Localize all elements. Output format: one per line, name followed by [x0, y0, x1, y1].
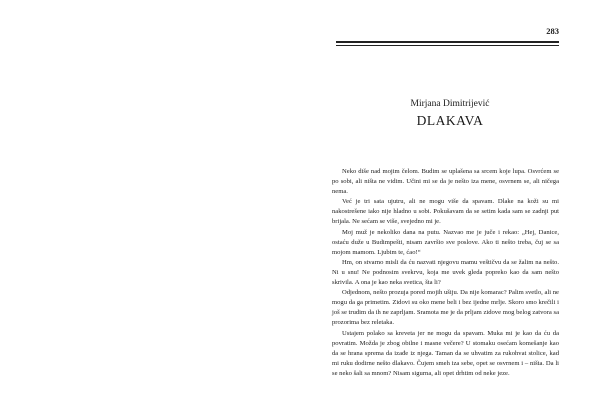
- page-number: 283: [546, 26, 559, 36]
- story-title: DLAKAVA: [416, 113, 484, 128]
- paragraph: Neko diše nad mojim čelom. Budim se uplašena sa srcem koje lupa. Osvrćem se po sobi, ali ništa ne vidim. Učini mi se da je nešto iza mene, osvrnem se, ali ničega nema.: [332, 168, 559, 196]
- paragraph: Već je tri sata ujutru, ali ne mogu više da spavam. Dlake na koži su mi nakostrešene iako nije hladno u sobi. Pokušavam da se setim kada sam se zadnji put brijala. Ne sećam se više, svejedno mi je.: [332, 198, 559, 226]
- paragraph: Odjednom, nešto prozuja pored mojih ušiju. Da nije komarac? Palim svetlo, ali ne mogu da ga primetim. Zidovi su oko mene beli i bez ijedne mrlje. Skoro smo krečili i još se trudim da ih ne zaprljam. Sramota me je da prljam zidove mog belog zatvora sa prozorima bez reletaka.: [332, 289, 559, 327]
- header-rule-thick: [336, 41, 559, 43]
- story-body: [332, 167, 559, 379]
- paragraph: Hm, on stvarno misli da ću nazvati njegovu mamu veštičvu da se žalim na nešto. Ni u snu! Ne podnosim svekrvu, koja me uvek gleda popreko kao da sam nešto skrivila. A ona je kao neka svetica, šta li?: [332, 258, 559, 287]
- paragraph: Moj muž je nekoliko dana na putu. Nazvao me je juče i rekao: „Hej, Danice, ostaću duže u Budimpešti, nisam završio sve poslove. Ako ti nešto treba, čuj se sa mojom mamom. Ljubim te, ćao!“: [332, 228, 559, 256]
- paragraph: Ustajem polako sa kreveta jer ne mogu da spavam. Muka mi je kao da ću da povratim. Možda je zbog obilne i masne večere? U stomaku osećam komešanje kao da se hrana sprema da izađe iz njega. Taman da se uhvatim za rukohvat stolice, kad mi ruku dodirne nešto dlakavo. Čujem smeh iza sebe, opet se osvrnem i – ništa. Da li se neko šali sa mnom? Nisam sigurna, ali opet drhtim od neke jeze.: [332, 329, 559, 377]
- header-rule-thin: [336, 45, 559, 46]
- author-name: Mirjana Dimitrijević: [410, 99, 490, 109]
